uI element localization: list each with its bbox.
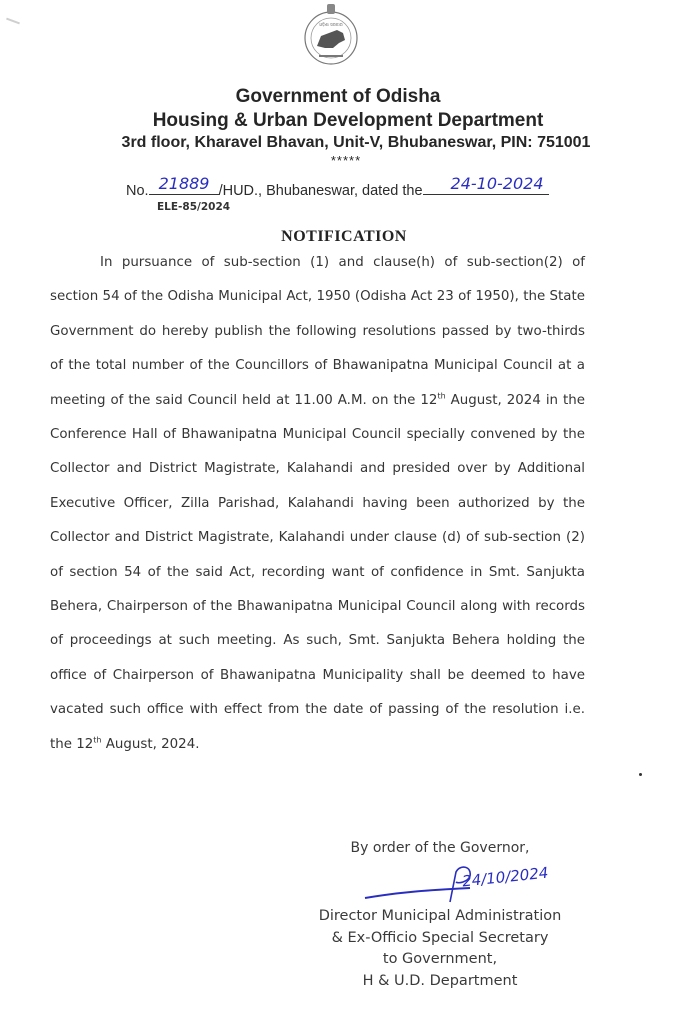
by-order-text: By order of the Governor, xyxy=(350,840,530,856)
no-label: No. xyxy=(126,183,149,199)
reference-date: 24-10-2024 xyxy=(450,174,544,193)
scan-speck xyxy=(639,773,642,776)
body-part-2: August, 2024 in the Conference Hall of Bhawanipatna Municipal Council specially convened by the Collector and District Magistrate, Kalahandi and presided over by Additional Executive Officer, Zilla Parishad, Kalahandi having been authorized by the Collector and District Magistrate, Kalahandi under clause (d) of sub-section (2) of section 54 of the said Act, recording want of confidence in Smt. Sanjukta Behera, Chairperson of the Bhawanipatna Municipal Council along with records of proceedings at such meeting. As such, Smt. Sanjukta Behera holding the office of Chairperson of Bhawanipatna Municipality shall be deemed to have vacated such office with effect from the date of passing of the resolution i.e. the 12 xyxy=(50,392,586,752)
ordinal-suffix-2: th xyxy=(93,735,102,745)
svg-text:ଓଡ଼ିଶା ସରକାର: ଓଡ଼ିଶା ସରକାର xyxy=(319,22,343,27)
file-number: ELE-85/2024 xyxy=(157,201,231,213)
number-field xyxy=(149,174,219,195)
department-address: 3rd floor, Kharavel Bhavan, Unit-V, Bhubaneswar, PIN: 751001 xyxy=(121,134,591,151)
scan-mark xyxy=(6,18,20,25)
date-field xyxy=(423,174,549,195)
signatory-designation xyxy=(280,906,600,992)
separator: ***** xyxy=(330,153,362,168)
designation-line-1: Director Municipal Administration xyxy=(318,908,562,924)
odisha-emblem-icon xyxy=(299,0,363,72)
department-name: Housing & Urban Development Department xyxy=(152,110,544,131)
government-name: Government of Odisha xyxy=(235,86,441,107)
designation-line-2: & Ex-Officio Special Secretary xyxy=(331,929,549,946)
signature-date: 24/10/2024 xyxy=(461,863,550,891)
reference-number: 21889 xyxy=(158,174,210,193)
notification-title: NOTIFICATION xyxy=(281,228,407,245)
designation-line-3: to Government, xyxy=(382,951,498,967)
body-part-3: August, 2024. xyxy=(101,736,200,752)
body-part-1: In pursuance of sub-section (1) and clause(h) of sub-section(2) of section 54 of the Odisha Municipal Act, 1950 (Odisha Act 23 of 1950), the State Government do hereby publish the following resolutions passed by two-thirds of the total number of the Councillors of Bhawanipatna Municipal Council at a meeting of the said Council held at 11.00 A.M. on the 12 xyxy=(50,255,585,408)
designation-line-4: H & U.D. Department xyxy=(362,972,518,989)
notification-body xyxy=(50,246,585,762)
ordinal-suffix-1: th xyxy=(437,391,446,401)
reference-line xyxy=(126,174,549,199)
reference-mid-text: /HUD., Bhubaneswar, dated the xyxy=(218,183,423,199)
